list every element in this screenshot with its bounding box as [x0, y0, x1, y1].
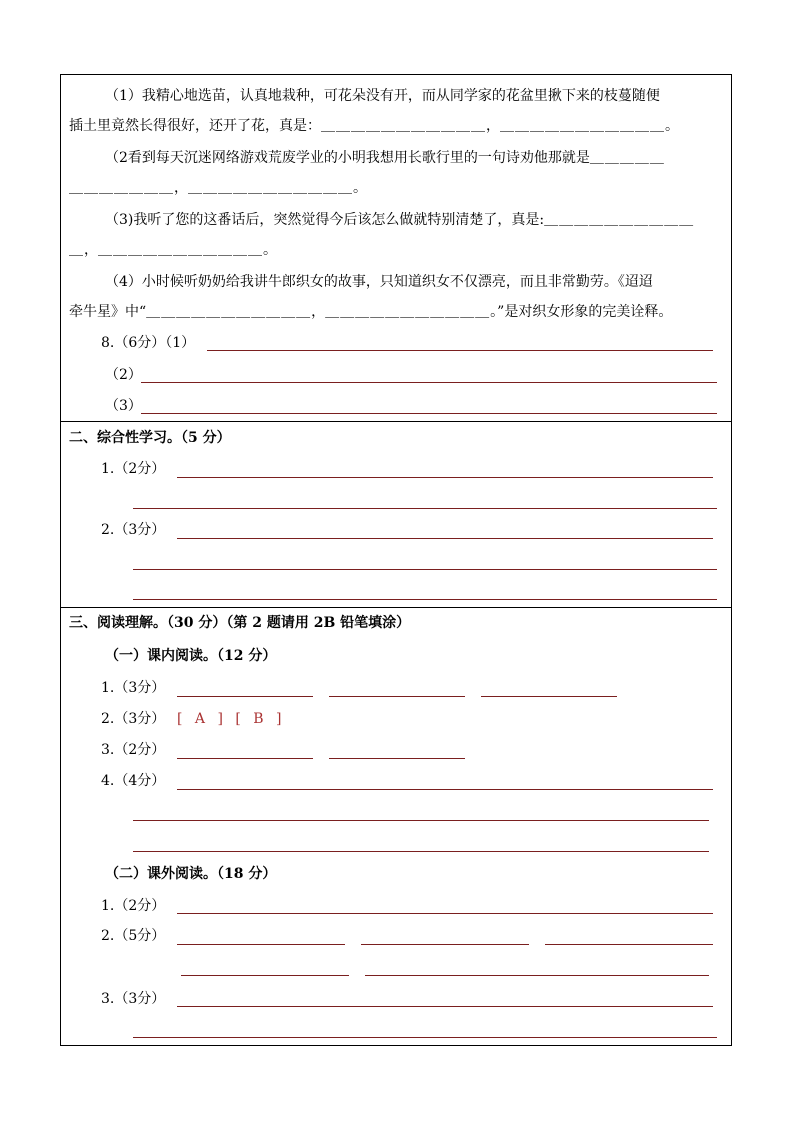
- answer-line[interactable]: [207, 350, 713, 351]
- question-label: 1.（2分）: [101, 898, 166, 914]
- q4-line2: 牵牛星》中“＿＿＿＿＿＿＿＿＿＿＿，＿＿＿＿＿＿＿＿＿＿＿。”是对织女形象的完美诠释。: [69, 304, 673, 320]
- answer-sheet: [60, 74, 732, 1046]
- q3-line2: ＿，＿＿＿＿＿＿＿＿＿＿＿。: [69, 242, 277, 258]
- answer-line[interactable]: [133, 820, 709, 821]
- subsection-title: （二）课外阅读。（18 分）: [105, 866, 277, 882]
- answer-line[interactable]: [133, 508, 717, 509]
- answer-line[interactable]: [181, 975, 349, 976]
- answer-line[interactable]: [177, 1006, 713, 1007]
- part3-section: [61, 607, 731, 1047]
- answer-bubbles[interactable]: [ A ] [ B ]: [177, 711, 286, 727]
- q3-line1: （3)我听了您的这番话后，突然觉得今后该怎么做就特别清楚了，真是:＿＿＿＿＿＿＿＿＿＿: [105, 212, 695, 228]
- answer-blank[interactable]: ＿＿＿＿＿＿＿＿＿＿＿: [325, 304, 491, 320]
- answer-blank[interactable]: ＿: [69, 242, 84, 258]
- answer-line[interactable]: [177, 944, 345, 945]
- answer-blank[interactable]: ＿＿＿＿＿＿＿＿＿＿＿: [188, 180, 353, 196]
- answer-blank[interactable]: ＿＿＿＿＿＿＿＿＿＿＿: [146, 304, 312, 320]
- part1-section: [61, 75, 731, 421]
- answer-blank[interactable]: ＿＿＿＿＿: [589, 150, 665, 166]
- answer-line[interactable]: [133, 599, 717, 600]
- q8-3-label: （3）: [105, 398, 142, 414]
- answer-line[interactable]: [177, 696, 313, 697]
- question-label: 2.（3分）: [101, 522, 166, 538]
- answer-line[interactable]: [481, 696, 617, 697]
- answer-blank[interactable]: ＿＿＿＿＿＿＿: [69, 180, 174, 196]
- answer-blank[interactable]: ＿＿＿＿＿＿＿＿＿＿: [544, 212, 695, 228]
- answer-line[interactable]: [177, 789, 713, 790]
- answer-blank[interactable]: ＿＿＿＿＿＿＿＿＿＿＿: [98, 242, 263, 258]
- answer-line[interactable]: [133, 569, 717, 570]
- answer-line[interactable]: [133, 851, 709, 852]
- question-label: 3.（3分）: [101, 991, 166, 1007]
- q8-2-label: （2）: [105, 367, 142, 383]
- answer-line[interactable]: [361, 944, 529, 945]
- section-title: 二、综合性学习。（5 分）: [69, 430, 231, 446]
- question-label: 3.（2分）: [101, 742, 166, 758]
- question-label: 1.（3分）: [101, 680, 166, 696]
- answer-line[interactable]: [141, 413, 717, 414]
- question-label: 2.（3分）: [101, 711, 166, 727]
- answer-line[interactable]: [177, 538, 713, 539]
- answer-blank[interactable]: ＿＿＿＿＿＿＿＿＿＿＿: [500, 118, 665, 134]
- part2-section: [61, 421, 731, 607]
- question-label: 2.（5分）: [101, 928, 166, 944]
- q1-line1: （1）我精心地选苗，认真地栽种，可花朵没有开，而从同学家的花盆里揪下来的枝蔓随便: [105, 88, 660, 104]
- q4-line1: （4）小时候听奶奶给我讲牛郎织女的故事，只知道织女不仅漂亮，而且非常勤劳。《迢迢: [105, 274, 653, 290]
- answer-line[interactable]: [141, 382, 717, 383]
- answer-blank[interactable]: ＿＿＿＿＿＿＿＿＿＿＿: [321, 118, 486, 134]
- answer-line[interactable]: [177, 758, 313, 759]
- answer-line[interactable]: [133, 1037, 717, 1038]
- q2-line1: （2看到每天沉迷网络游戏荒废学业的小明我想用长歌行里的一句诗劝他那就是＿＿＿＿＿: [105, 150, 665, 166]
- question-label: 1.（2分）: [101, 461, 166, 477]
- answer-line[interactable]: [329, 758, 465, 759]
- section-title: 三、阅读理解。（30 分）（第 2 题请用 2B 铅笔填涂）: [69, 615, 411, 631]
- q1-line2: 插土里竟然长得很好，还开了花，真是：＿＿＿＿＿＿＿＿＿＿＿，＿＿＿＿＿＿＿＿＿＿＿。: [69, 118, 679, 134]
- q2-line2: ＿＿＿＿＿＿＿，＿＿＿＿＿＿＿＿＿＿＿。: [69, 180, 367, 196]
- answer-line[interactable]: [545, 944, 713, 945]
- answer-line[interactable]: [177, 477, 713, 478]
- answer-line[interactable]: [329, 696, 465, 697]
- q8-label: 8.（6分）（1）: [101, 335, 196, 351]
- answer-line[interactable]: [177, 913, 713, 914]
- answer-line[interactable]: [365, 975, 709, 976]
- subsection-title: （一）课内阅读。（12 分）: [105, 648, 277, 664]
- question-label: 4.（4分）: [101, 773, 166, 789]
